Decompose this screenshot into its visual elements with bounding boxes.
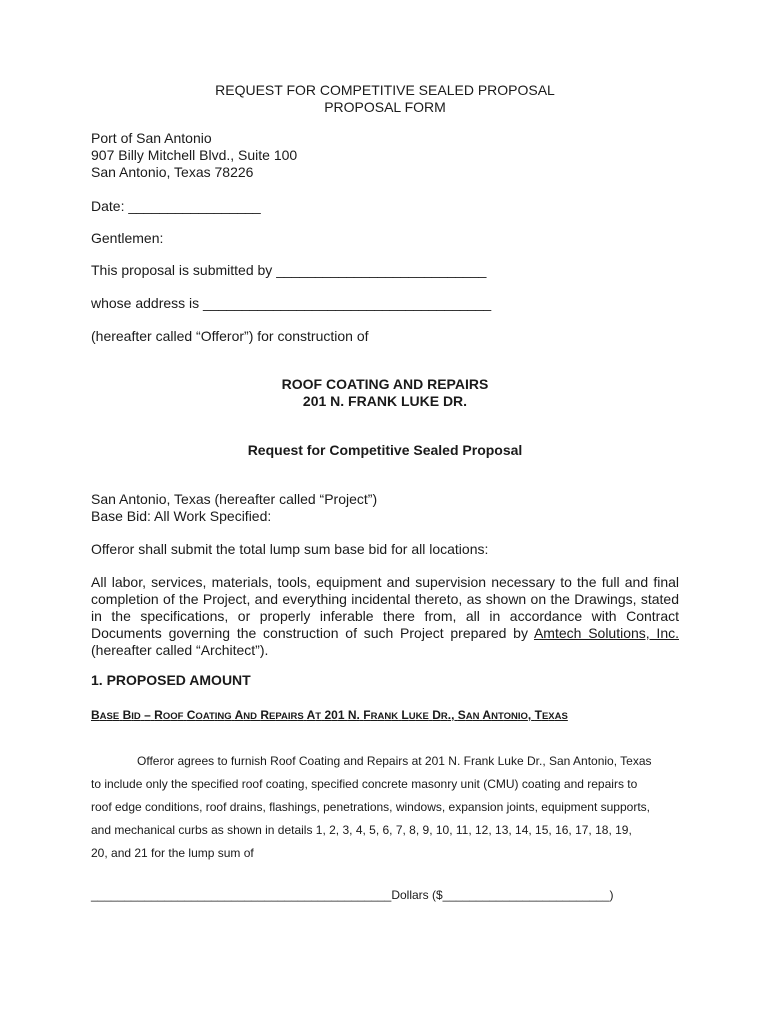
section-heading: 1. PROPOSED AMOUNT [91, 672, 251, 688]
base-bid-heading [91, 706, 568, 724]
recipient-city: San Antonio, Texas 78226 [91, 164, 254, 180]
recipient-street: 907 Billy Mitchell Blvd., Suite 100 [91, 147, 298, 163]
base-bid-heading-text: BASE BID – ROOF COATING AND REPAIRS AT 201 N. FRANK LUKE DR., SAN ANTONIO, TEXAS [91, 708, 568, 722]
submitted-by-field[interactable]: This proposal is submitted by ___________________________ [91, 262, 487, 278]
agreement-line-4: and mechanical curbs as shown in details 1, 2, 3, 4, 5, 6, 7, 8, 9, 10, 11, 12, 13, 14, 15, 16, 17, 18, 19, [91, 823, 632, 837]
scope-text-before: All labor, services, materials, tools, equipment and supervision necessary to the full and final completion of the Project, and everything incidental thereto, as shown on the Drawings, stated in the specifications, or properly inferable there from, all in accordance with Contract Documents governing the construction of such Project prepared by [91, 574, 679, 641]
scope-paragraph [91, 574, 679, 659]
request-title: Request for Competitive Sealed Proposal [247, 442, 523, 458]
project-address: 201 N. FRANK LUKE DR. [302, 393, 468, 409]
document-title: REQUEST FOR COMPETITIVE SEALED PROPOSAL [215, 82, 555, 98]
architect-name: Amtech Solutions, Inc. [533, 625, 679, 641]
recipient-name: Port of San Antonio [91, 130, 212, 146]
scope-text-after: (hereafter called “Architect”). [91, 642, 269, 658]
offeror-line: (hereafter called “Offeror”) for construction of [91, 328, 369, 344]
lump-sum-amount-field[interactable]: _____________________________________________Dollars ($_________________________) [91, 888, 614, 902]
instruction-text: Offeror shall submit the total lump sum base bid for all locations: [91, 541, 489, 557]
project-title: ROOF COATING AND REPAIRS [281, 376, 489, 392]
address-field[interactable]: whose address is _____________________________________ [91, 295, 492, 311]
base-bid-label: Base Bid: All Work Specified: [91, 508, 272, 524]
document-subtitle: PROPOSAL FORM [324, 99, 446, 115]
project-location: San Antonio, Texas (hereafter called “Project”) [91, 491, 378, 507]
date-field[interactable]: Date: _________________ [91, 198, 261, 214]
agreement-line-1: Offeror agrees to furnish Roof Coating and Repairs at 201 N. Frank Luke Dr., San Antonio, Texas [137, 754, 652, 768]
agreement-line-2: to include only the specified roof coating, specified concrete masonry unit (CMU) coating and repairs to [91, 777, 638, 791]
agreement-line-5: 20, and 21 for the lump sum of [91, 846, 254, 860]
agreement-line-3: roof edge conditions, roof drains, flashings, penetrations, windows, expansion joints, equipment supports, [91, 800, 650, 814]
salutation: Gentlemen: [91, 230, 164, 246]
